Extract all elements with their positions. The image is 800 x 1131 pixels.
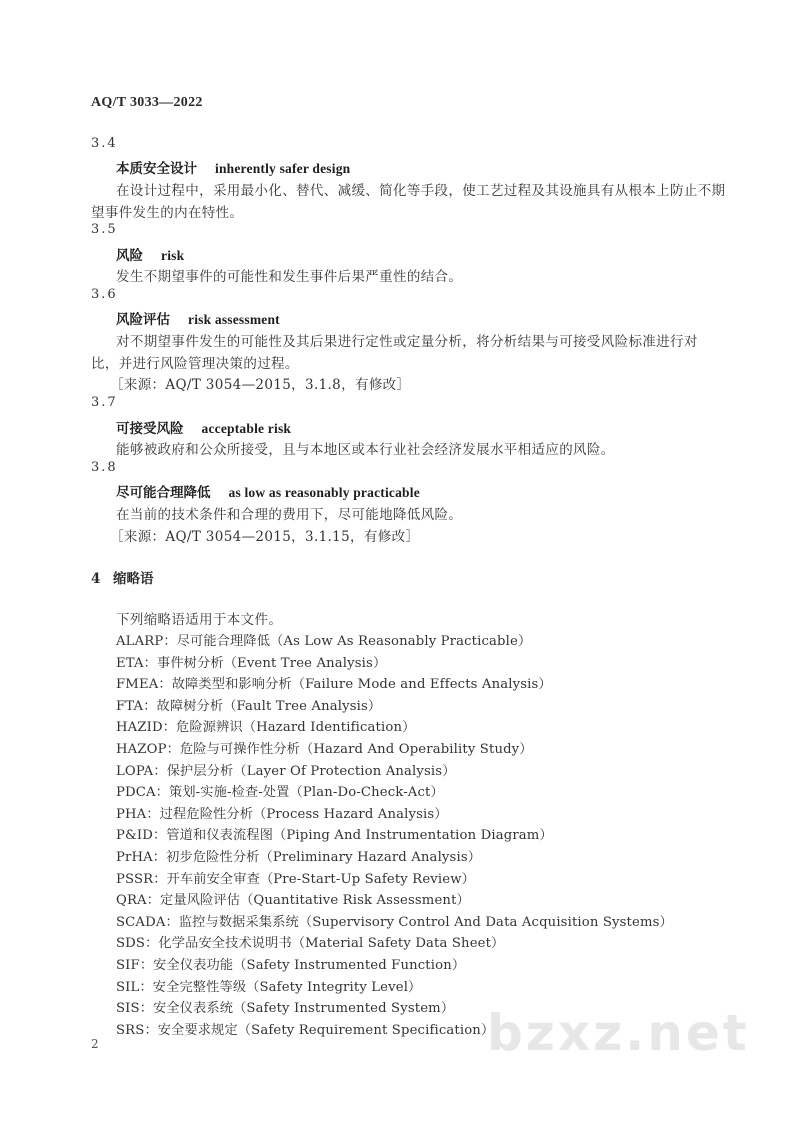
section-intro: 下列缩略语适用于本文件。 (116, 612, 283, 628)
document-code: AQ/T 3033—2022 (91, 95, 203, 110)
term-title-3-4 (116, 157, 350, 177)
term-zh: 风险 (116, 248, 143, 264)
abbreviation-item: SRS：安全要求规定（Safety Requirement Specification） (116, 1022, 495, 1038)
abbreviation-item: ALARP：尽可能合理降低（As Low As Reasonably Practicable） (116, 634, 532, 649)
term-source: ［来源：AQ/T 3054—2015，3.1.15，有修改］ (110, 529, 420, 545)
abbreviation-item: HAZOP：危险与可操作性分析（Hazard And Operability Study） (116, 742, 533, 757)
abbreviation-item: SIF：安全仪表功能（Safety Instrumented Function） (116, 958, 466, 973)
term-en: acceptable risk (201, 421, 292, 436)
term-zh: 本质安全设计 (116, 161, 197, 177)
term-title-3-7 (116, 417, 291, 437)
term-number-3-6: 3.6 (91, 287, 118, 302)
term-zh: 尽可能合理降低 (116, 485, 211, 501)
term-number-3-7: 3.7 (91, 395, 118, 410)
term-number-3-5: 3.5 (91, 222, 118, 237)
section-title: 缩略语 (113, 571, 154, 587)
term-title-3-6 (116, 308, 280, 328)
abbreviation-item: PrHA：初步危险性分析（Preliminary Hazard Analysis） (116, 850, 482, 865)
abbreviation-item: LOPA：保护层分析（Layer Of Protection Analysis） (116, 763, 456, 779)
abbreviation-item: SIL：安全完整性等级（Safety Integrity Level） (116, 979, 422, 995)
abbreviation-item: FMEA：故障类型和影响分析（Failure Mode and Effects Analysis） (116, 677, 552, 693)
term-title-3-8 (116, 481, 420, 501)
term-definition-line: 能够被政府和公众所接受，且与本地区或本行业社会经济发展水平相适应的风险。 (116, 442, 615, 458)
section-number: 4 (91, 571, 101, 587)
abbreviation-item: SIS：安全仪表系统（Safety Instrumented System） (116, 1001, 455, 1017)
abbreviation-item: FTA：故障树分析（Fault Tree Analysis） (116, 698, 382, 714)
abbreviation-item: PHA：过程危险性分析（Process Hazard Analysis） (116, 806, 448, 822)
abbreviation-item: HAZID：危险源辨识（Hazard Identification） (116, 720, 416, 736)
term-definition-line: 在设计过程中，采用最小化、替代、减缓、简化等手段，使工艺过程及其设施具有从根本上防止不期 (116, 183, 726, 199)
term-definition-line: 比，并进行风险管理决策的过程。 (91, 356, 299, 372)
abbreviation-item: P&ID：管道和仪表流程图（Piping And Instrumentation Diagram） (116, 828, 553, 844)
term-definition-line: 发生不期望事件的可能性和发生事件后果严重性的结合。 (116, 269, 463, 285)
abbreviation-item: QRA：定量风险评估（Quantitative Risk Assessment） (116, 893, 470, 909)
term-definition-line: 望事件发生的内在特性。 (91, 205, 244, 221)
page-number: 2 (91, 1037, 99, 1051)
term-zh: 可接受风险 (116, 421, 184, 437)
term-definition-line: 在当前的技术条件和合理的费用下，尽可能地降低风险。 (116, 507, 463, 523)
section-heading (91, 567, 154, 587)
abbreviation-item: SCADA：监控与数据采集系统（Supervisory Control And Data Acquisition Systems） (116, 914, 673, 930)
abbreviation-item: PSSR：开车前安全审查（Pre-Start-Up Safety Review） (116, 871, 475, 887)
abbreviation-item: ETA：事件树分析（Event Tree Analysis） (116, 655, 387, 671)
abbreviation-item: SDS：化学品安全技术说明书（Material Safety Data Sheet） (116, 936, 505, 952)
term-number-3-4: 3.4 (91, 136, 118, 151)
term-en: as low as reasonably practicable (228, 485, 420, 500)
term-zh: 风险评估 (116, 312, 170, 328)
watermark: bzxz.net (487, 1004, 750, 1062)
term-en: inherently safer design (215, 161, 351, 176)
term-number-3-8: 3.8 (91, 460, 118, 475)
term-en: risk (161, 248, 185, 263)
term-definition-line: 对不期望事件发生的可能性及其后果进行定性或定量分析，将分析结果与可接受风险标准进行对 (116, 334, 698, 350)
term-source: ［来源：AQ/T 3054—2015，3.1.8，有修改］ (110, 377, 411, 393)
term-title-3-5 (116, 244, 184, 264)
abbreviation-item: PDCA：策划-实施-检查-处置（Plan-Do-Check-Act） (116, 785, 444, 801)
term-en: risk assessment (188, 312, 280, 327)
